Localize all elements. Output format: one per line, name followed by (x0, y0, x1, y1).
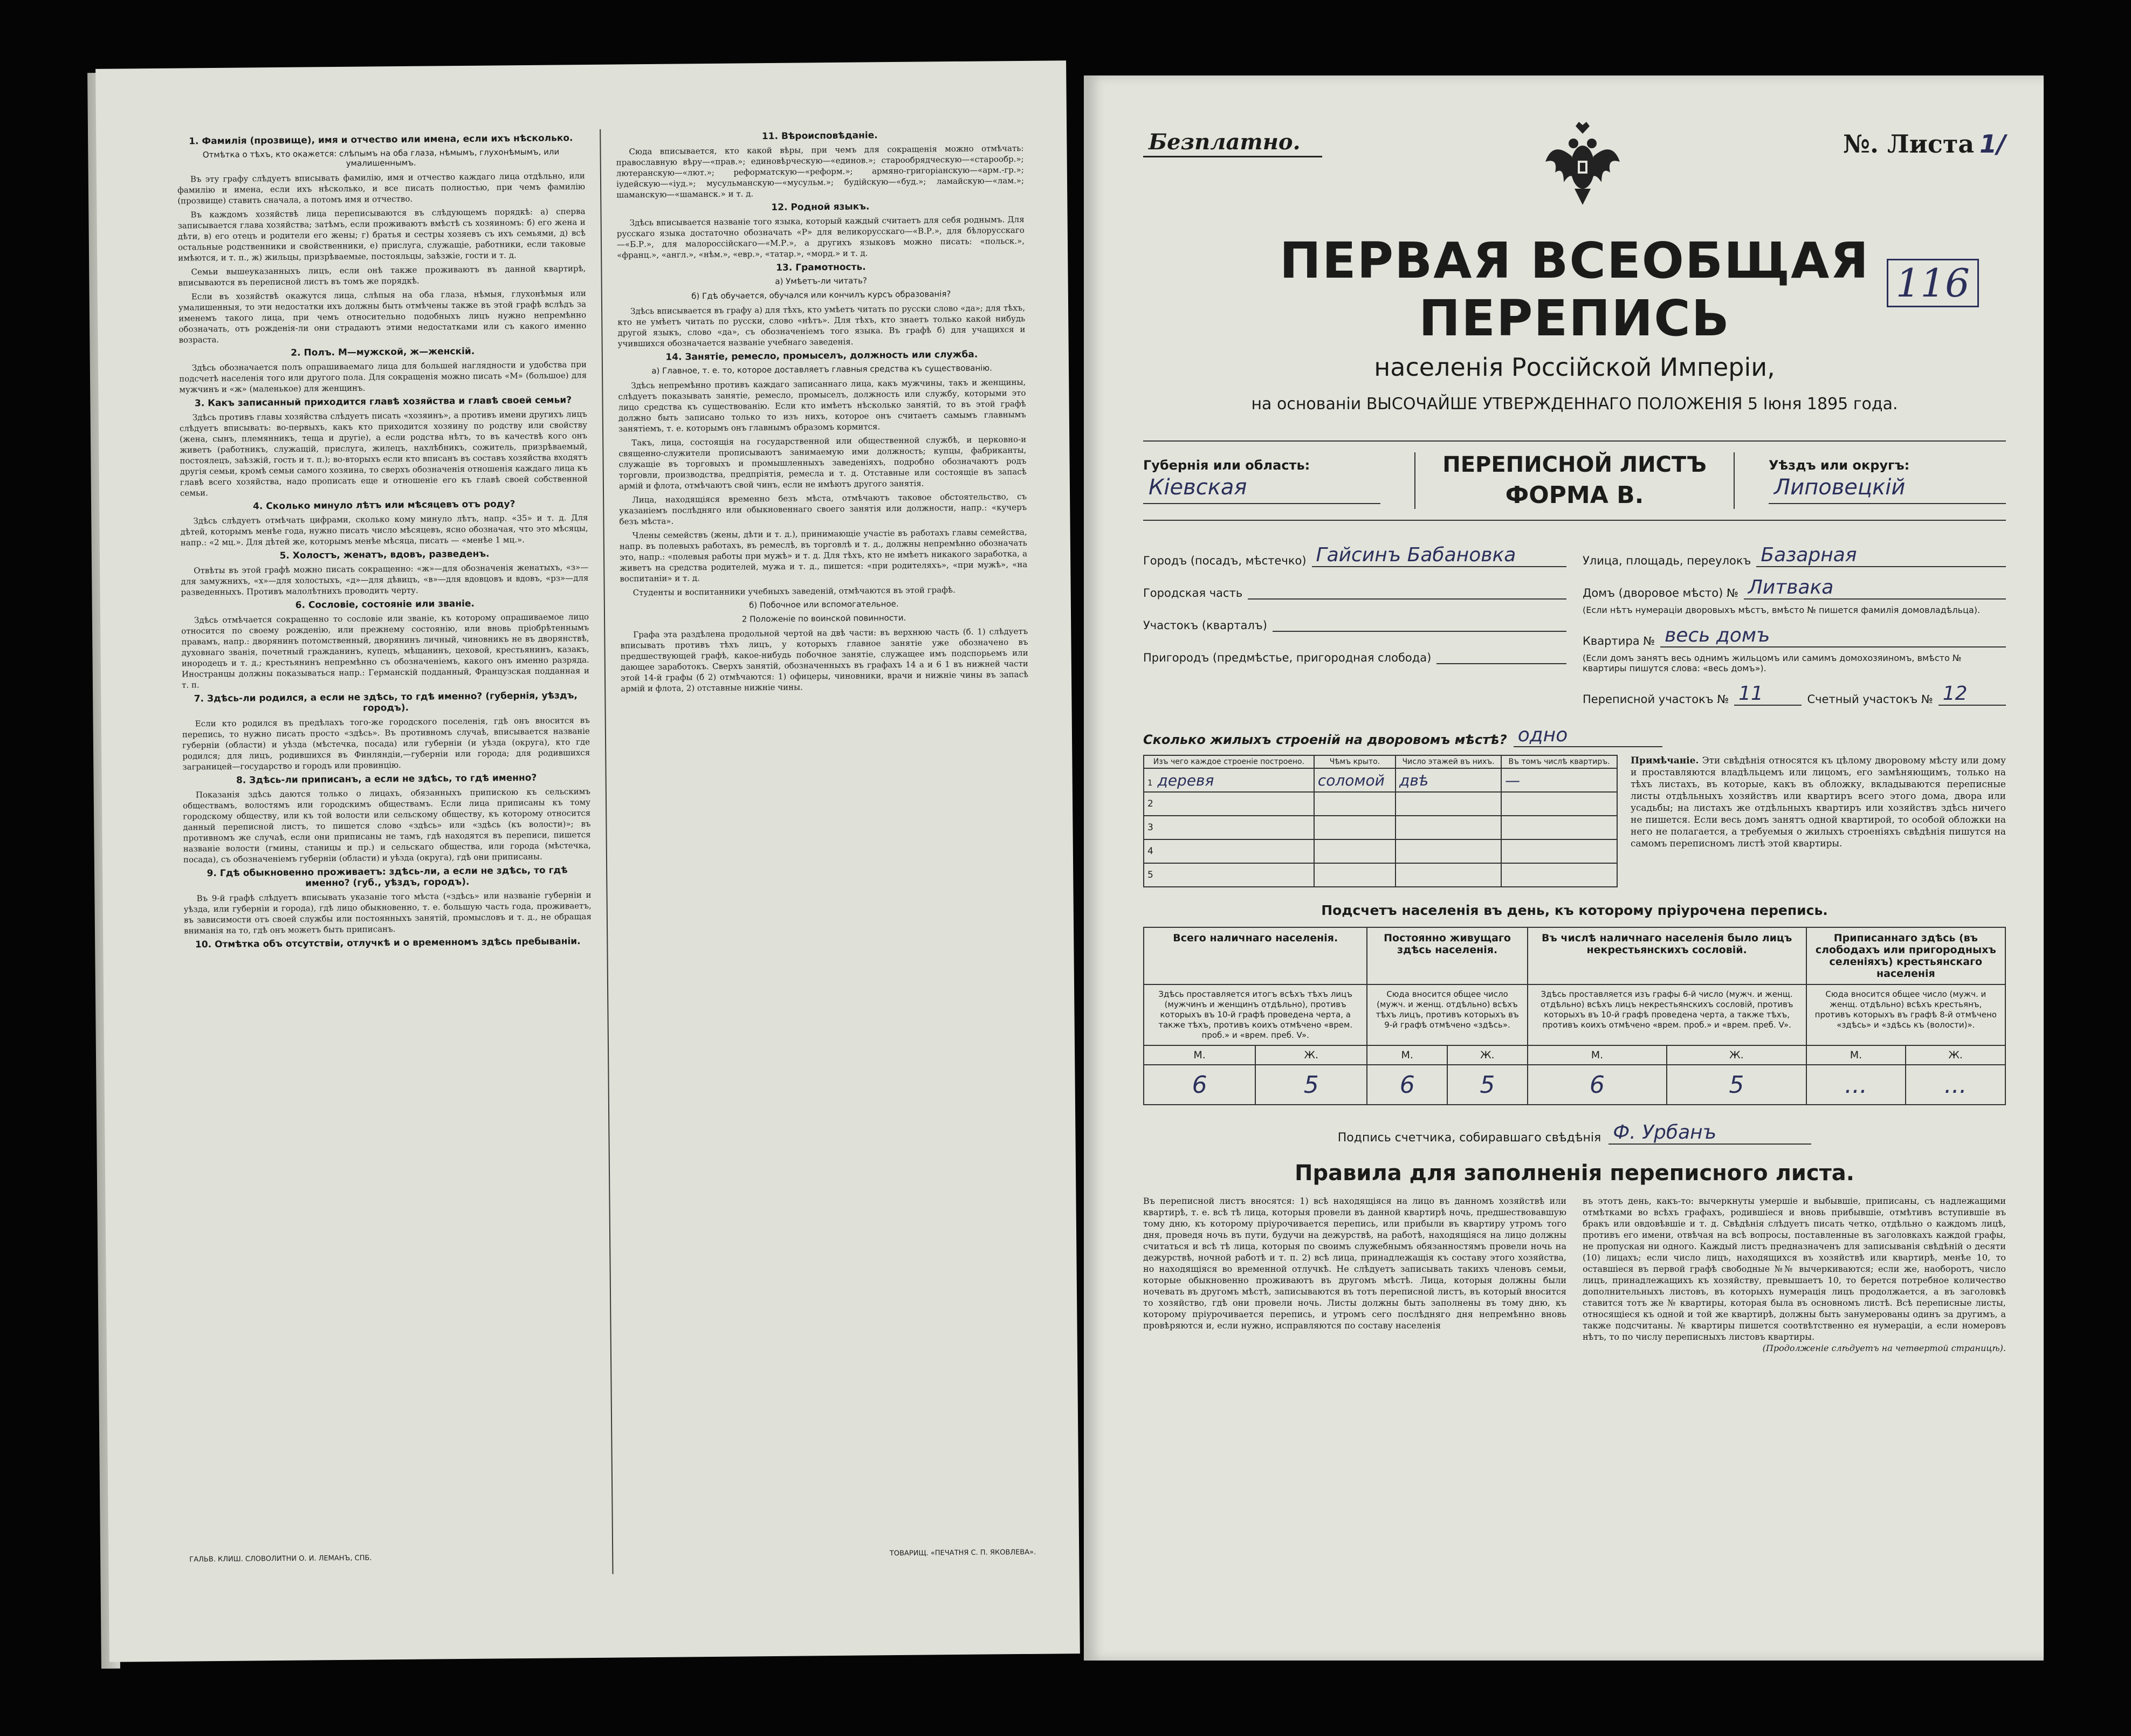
paragraph: Семьи вышеуказанныхъ лицъ, если онѣ также проживаютъ въ данной квартирѣ, вписываются въ переписной листъ въ томъ же порядкѣ. (178, 263, 586, 288)
column-header: Въ числѣ наличнаго населенія было лицъ некрестьянскихъ сословій. (1528, 927, 1806, 984)
column-header: Постоянно живущаго здѣсь населенія. (1367, 927, 1527, 984)
table-row (1144, 792, 1617, 816)
column-description: Здѣсь проставляется итогъ всѣхъ тѣхъ лицъ (мужчинъ и женщинъ отдѣльно), противъ которыхъ въ 10-й графѣ проведена черта, а также тѣхъ, противъ коихъ отмѣчено «врем. проб.» и «врем. преб. V». (1144, 984, 1367, 1045)
count-cell[interactable]: 5 (1255, 1065, 1367, 1105)
paragraph: Студенты и воспитанники учебныхъ заведеній, отмѣчаются въ этой графѣ. (633, 585, 955, 598)
count-district-field[interactable]: 12 (1938, 683, 2006, 706)
apartment-label: Квартира № (1583, 635, 1655, 647)
apts-cell[interactable]: — (1501, 768, 1617, 792)
column-header: Изъ чего каждое строеніе построено. (1144, 755, 1314, 768)
enumerator-signature (1143, 1121, 2006, 1145)
note-text: Эти свѣдѣнія относятся къ цѣлому дворовому мѣсту или дому и проставляются владѣльцемъ или лицомъ, его замѣняющимъ, только на тѣхъ листахъ, въ которые, какъ въ обложку, вкладываются переписные листы отдѣльныхъ хозяйствъ или квартиръ всего этого дома, двора или усадьбы; на листахъ же отдѣльныхъ квартиръ или хозяйствъ здѣсь ничего не пишется. Если весь домъ занятъ одной квартирой, то особой обложки на него не полагается, а требуемыя о жилыхъ строеніяхъ свѣдѣнія пишутся на самомъ переписномъ листѣ этой квартиры. (1631, 755, 2006, 849)
table-row (1144, 863, 1617, 887)
uchastok-field[interactable] (1273, 609, 1566, 632)
guberniya-label: Губернія или область: (1143, 457, 1310, 473)
instruction-column-2 (616, 126, 1036, 1574)
section-subtitle: б) Гдѣ обучается, обучался или кончилъ курсъ образованія? (691, 289, 951, 301)
section-title: 13. Грамотность. (776, 261, 866, 273)
house-field[interactable]: Литвака (1744, 576, 2006, 600)
male-header: М. (1367, 1045, 1447, 1065)
roof-cell[interactable] (1314, 839, 1396, 863)
street-field[interactable]: Базарная (1756, 544, 2006, 567)
paragraph: Въ каждомъ хозяйствѣ лица переписываются въ слѣдующемъ порядкѣ: а) сперва записывается глава хозяйства; затѣмъ, если проживаютъ вмѣстѣ съ хозяиномъ: б) его жена и дѣти, в) его отецъ и родители его жены; г) братья и сестры хозяевъ съ ихъ семьями, д) всѣ остальные родственники и свойственники, е) прислуга, служащіе, работники, если таковые имѣются, и т. п., ж) жильцы, призрѣваемые, постояльцы, заѣзжіе, гости и т. д. (177, 206, 586, 263)
census-form-page (1084, 75, 2044, 1661)
paragraph: Лица, находящіяся временно безъ мѣста, отмѣчаютъ таковое обстоятельство, съ указаніемъ послѣдняго или обыкновеннаго своего занятія или должности, напр.: «кучеръ безъ мѣста». (619, 491, 1027, 527)
column-header: Число этажей въ нихъ. (1396, 755, 1501, 768)
instruction-columns (177, 126, 1036, 1578)
material-cell[interactable]: 2 (1144, 792, 1314, 816)
census-district-label: Переписной участокъ № (1583, 693, 1729, 706)
paragraph: Графа эта раздѣлена продольной чертой на двѣ части: въ верхнюю часть (б. 1) слѣдуетъ вписывать противъ тѣхъ лицъ, у которыхъ главное занятіе уже обозначено въ предшествующей графѣ, какое-нибудь побочное занятіе, служащее имъ подспорьемъ или дающее заработокъ. Сверхъ занятій, обозначенныхъ въ графахъ 14 а и 6 1 въ нижней части этой 14-й графы (б 2) отмѣчаются: 1) офицеры, чиновники, врачи и нижніе чины въ запасѣ армій и флота, 2) отставные нижніе чины. (620, 626, 1029, 694)
address-section (1143, 535, 2006, 713)
section-title: 8. Здѣсь-ли приписанъ, а если не здѣсь, то гдѣ именно? (236, 772, 537, 786)
paragraph: Здѣсь обозначается полъ опрашиваемаго лица для большей наглядности и удобства при подсчетѣ населенія того или другого пола. Для сокращенія можно писать «М» (большое) для мужчинъ и «ж» (маленькое) для женщинъ. (179, 359, 587, 395)
paragraph: Въ 9-й графѣ слѣдуетъ вписывать указаніе того мѣста («здѣсь» или названіе губерніи и уѣзда, или губерніи и города), гдѣ лицо обыкновенно, т. е. большую часть года, проживаетъ, въ зависимости отъ своей службы или постоянныхъ занятій, промысловъ и т. д., не обращая вниманія на то, гдѣ онъ можетъ быть приписанъ. (183, 890, 592, 936)
table-row (1144, 839, 1617, 863)
signature-label: Подпись счетчика, собиравшаго свѣдѣнія (1337, 1131, 1601, 1145)
paragraph: Здѣсь отмѣчается сокращенно то сословіе или званіе, къ которому опрашиваемое лицо относится по своему рожденію, или прежнему состоянію, или вновь пріобрѣтеннымъ правамъ, напр.: дворянинъ потомственный, дворянинъ личный, чиновникъ не въ дворянствѣ, духовнаго званія, почетный гражданинъ, купецъ, мѣщанинъ, цеховой, крестьянинъ, казакъ, инородецъ и т. д.; крестьянинъ непремѣнно съ обозначеніемъ, какого онъ именно разряда. Иностранцы должны показываться напр.: Германскій подданный, Французская подданная и т. п. (181, 611, 589, 690)
section-subtitle: а) Главное, т. е. то, которое доставляетъ главныя средства къ существованію. (651, 363, 992, 376)
female-header: Ж. (1255, 1045, 1367, 1065)
signature-field[interactable]: Ф. Урбанъ (1608, 1121, 1811, 1145)
count-cell[interactable]: 6 (1367, 1065, 1447, 1105)
uezd-block (1769, 458, 2006, 504)
count-cell[interactable]: 6 (1528, 1065, 1667, 1105)
table-row (1144, 816, 1617, 839)
paragraph: Здѣсь слѣдуетъ отмѣчать цифрами, сколько кому минуло лѣтъ, напр. «35» и т. д. Для дѣтей, которымъ менѣе года, нужно писать число мѣсяцевъ, ясно обозначая, что это мѣсяцы, напр.: «2 мц.». Для дѣтей же, которымъ менѣе мѣсяца, писать — «менѣе 1 мц.». (180, 512, 588, 548)
part-label: Городская часть (1143, 587, 1243, 600)
page-title: ПЕРВАЯ ВСЕОБЩАЯ ПЕРЕПИСЬ (1279, 232, 1870, 347)
buildings-field[interactable]: одно (1514, 724, 1662, 747)
uezd-label: Уѣздъ или округъ: (1769, 457, 1910, 473)
female-header: Ж. (1906, 1045, 2005, 1065)
material-cell[interactable]: 4 (1144, 839, 1314, 863)
column-header: Чѣмъ крыто. (1314, 755, 1396, 768)
uchastok-label: Участокъ (кварталъ) (1143, 619, 1267, 632)
printer-mark: ТОВАРИЩ. «ПЕЧАТНЯ С. П. ЯКОВЛЕВА». (889, 1548, 1036, 1558)
section-subtitle: 2 Положеніе по воинской повинности. (741, 612, 906, 624)
material-cell[interactable]: 3 (1144, 816, 1314, 839)
house-note: (Если нѣтъ нумераціи дворовыхъ мѣстъ, вмѣсто № пишется фамилія домовладѣльца). (1583, 605, 1981, 615)
floors-cell[interactable] (1396, 816, 1501, 839)
column-header: Всего наличнаго населенія. (1144, 927, 1367, 984)
count-cell[interactable]: ... (1806, 1065, 1906, 1105)
apts-cell[interactable] (1501, 863, 1617, 887)
male-header: М. (1144, 1045, 1255, 1065)
form-code: ФОРМА В. (1505, 481, 1644, 509)
guberniya-field[interactable]: Кіевская (1143, 473, 1380, 504)
roof-cell[interactable]: соломой (1314, 768, 1396, 792)
count-district-label: Счетный участокъ № (1807, 693, 1933, 706)
handwritten-sheet-number: 116 (1887, 259, 1979, 307)
instruction-column-1 (177, 129, 597, 1577)
uezd-field[interactable]: Липовецкій (1769, 473, 2006, 504)
buildings-note (1631, 755, 2006, 887)
column-divider (600, 129, 613, 1574)
floors-cell[interactable] (1396, 839, 1501, 863)
form-type (1414, 452, 1735, 509)
female-header: Ж. (1667, 1045, 1806, 1065)
floors-cell[interactable] (1396, 863, 1501, 887)
section-title: 12. Родной языкъ. (771, 201, 870, 213)
page-subtitle: населенія Россійской Имперіи, (1374, 353, 1775, 382)
paragraph: Здѣсь непремѣнно противъ каждаго записаннаго лица, какъ мужчины, такъ и женщины, слѣдуетъ показывать занятіе, ремесло, промыселъ, должность или службу, которыми это лицо средства къ существованію. Если кто имѣетъ нѣсколько занятій, то въ этой графѣ должно быть записано только то изъ нихъ, которое онъ считаетъ самымъ главнымъ занятіемъ, т. е. которымъ онъ главнымъ образомъ кормится. (618, 377, 1026, 434)
section-title: 1. Фамилія (прозвище), имя и отчество или имена, если ихъ нѣсколько. (189, 133, 573, 147)
apts-cell[interactable] (1501, 792, 1617, 816)
part-field[interactable] (1248, 577, 1566, 600)
note-title: Примѣчаніе. (1631, 755, 1699, 766)
guberniya-block (1143, 458, 1380, 504)
rules-column-2 (1583, 1195, 2006, 1354)
section-title: 6. Сословіе, состояніе или званіе. (295, 598, 475, 611)
roof-cell[interactable] (1314, 863, 1396, 887)
paragraph: Отвѣты въ этой графѣ можно писать сокращенно: «ж»—для обозначенія женатыхъ, «з»—для замужнихъ, «х»—для холостыхъ, «д»—для дѣвицъ, «в»—для вдовцовъ и вдовъ, «рз»—для разведенныхъ. Противъ малолѣтнихъ проводить черту. (181, 562, 589, 597)
section-title: 3. Какъ записанный приходится главѣ хозяйства и главѣ своей семьи? (194, 395, 572, 409)
paragraph: Показанія здѣсь даются только о лицахъ, обязанныхъ припискою къ сельскимъ обществамъ, волостямъ или городскимъ обществамъ. Если лица приписаны къ тому городскому обществу, или къ той волости или сельскому обществу, къ которому относится данный переписной листъ, то пишется слово «здѣсь» или «здѣсь (къ волости)»; въ противномъ же случаѣ, если они приписаны не тамъ, гдѣ находятся въ переписи, пишется названіе волости (гмины, станицы и пр.) и сельскаго общества, или города (мѣстечка, посада), съ обозначеніемъ губерніи (области) и уѣзда (округа), гдѣ они приписаны. (182, 786, 591, 865)
sheet-number (1843, 129, 2006, 159)
city-label: Городъ (посадъ, мѣстечко) (1143, 554, 1307, 567)
paragraph: Здѣсь противъ главы хозяйства слѣдуетъ писать «хозяинъ», а противъ имени другихъ лицъ слѣдуетъ вписывать: во-первыхъ, какъ кто приходится хозяину по родству или свойству (жена, сынъ, племянникъ, теща и другіе), а если родства нѣтъ, то въ качествѣ кого онъ живетъ (работникъ, служащій, прислуга, жилецъ, нахлѣбникъ, сожитель, призрѣваемый, постоялецъ, заѣзжій, гость и т. п.); во-вторыхъ если кто вписанъ въ составъ хозяйства входятъ другія семьи, кромѣ семьи самого хозяина, то сверхъ обозначенія отношенія каждаго лица къ главѣ всего хозяйства, надо прописать еще и отношеніе его къ главѣ своей собственной семьи. (179, 409, 588, 498)
column-header: Въ томъ числѣ квартиръ. (1501, 755, 1617, 768)
house-label: Домъ (дворовое мѣсто) № (1583, 587, 1738, 600)
section-title: 5. Холостъ, женатъ, вдовъ, разведенъ. (279, 548, 490, 561)
population-count-title: Подсчетъ населенія въ день, къ которому пріурочена перепись. (1321, 903, 1828, 918)
prigorod-field[interactable] (1436, 642, 1566, 664)
form-name: ПЕРЕПИСНОЙ ЛИСТЪ (1442, 452, 1707, 477)
buildings-question (1143, 724, 2006, 747)
column-description: Сюда вносится общее число (мужч. и женщ. отдѣльно) всѣхъ тѣхъ лицъ, противъ которыхъ въ 9-й графѣ отмѣчено «здѣсь». (1367, 984, 1527, 1045)
buildings-label: Сколько жилыхъ строеній на дворовомъ мѣстѣ? (1143, 732, 1507, 747)
apts-cell[interactable] (1501, 816, 1617, 839)
paragraph: Здѣсь вписывается въ графу а) для тѣхъ, кто умѣетъ читать по русски слово «да»; для тѣхъ, кто не умѣетъ читать по русски, слово «нѣтъ». Для тѣхъ, кто знаетъ только какой нибудь другой языкъ, слово «да», съ обозначеніемъ того языка. Въ графѣ б) для учащихся и учившихся обозначается названіе учебнаго заведенія. (617, 302, 1026, 349)
column-description: Здѣсь проставляется изъ графы 6-й число (мужч. и женщ. отдѣльно) всѣхъ лицъ некрестьянскихъ сословій, противъ которыхъ въ 10-й графѣ проведена черта, а также тѣхъ, противъ коихъ отмѣчено «врем. проб.» и «врем. преб. V». (1528, 984, 1806, 1045)
rules-text: въ этотъ день, какъ-то: вычеркнуты умершіе и выбывшіе, приписаны, съ надлежащими отмѣтками во всѣхъ графахъ, родившіеся и вновь прибывшіе, отмѣтивъ вступившіе въ бракъ или овдовѣвшіе и т. д. Свѣдѣнія слѣдуетъ писать четко, отдѣльно о каждомъ лицѣ, противъ его имени, отвѣчая на всѣ вопросы, поставленные въ заголовкахъ каждой графы, не пропуская ни одного. Каждый листъ предназначенъ для записыванія свѣдѣній о десяти (10) лицахъ; если число лицъ, находящихся въ хозяйствѣ или квартирѣ, менѣе 10, то оставшіеся въ первой графѣ свободные №№ вычеркиваются; если же, наоборотъ, число лицъ, принадлежащихъ къ хозяйству, превышаетъ 10, то берется потребное количество дополнительныхъ листовъ, въ которыхъ нумерація лицъ продолжается, а въ заголовкѣ ставится тотъ же № квартиры, которая была въ основномъ листѣ. Всѣ переписные листы, относящіеся къ одной и той же квартирѣ, должны быть занумерованы одинъ за другимъ, а также подсчитаны. № квартиры пишется соотвѣтственно ея нумераціи, а если номеровъ нѣтъ, то по числу переписныхъ листовъ квартиры. (1583, 1196, 2006, 1342)
female-header: Ж. (1447, 1045, 1528, 1065)
form-header (1143, 119, 2006, 216)
buildings-table (1143, 755, 1618, 887)
rules-section (1143, 1195, 2006, 1354)
section-title: 9. Гдѣ обыкновенно проживаетъ: здѣсь-ли, а если не здѣсь, то гдѣ именно? (губ., уѣздъ, городъ). (207, 865, 568, 889)
apartment-field[interactable]: весь домъ (1660, 624, 2006, 647)
roof-cell[interactable] (1314, 816, 1396, 839)
sheet-number-value: 1/ (1979, 129, 2006, 159)
male-header: М. (1528, 1045, 1667, 1065)
form-identification (1143, 440, 2006, 521)
material-cell[interactable]: 1 деревя (1144, 768, 1314, 792)
section-title: 10. Отмѣтка объ отсутствіи, отлучкѣ и о временномъ здѣсь пребываніи. (195, 936, 581, 950)
section-subtitle: а) Умѣетъ-ли читать? (775, 275, 867, 286)
table-row (1144, 768, 1617, 792)
sheet-number-label: №. Листа (1843, 129, 1975, 159)
instructions-page (95, 60, 1080, 1662)
free-label: Безплатно. (1143, 129, 1322, 157)
rules-title: Правила для заполненія переписного листа. (1295, 1161, 1854, 1186)
paragraph: Члены семействъ (жены, дѣти и т. д.), принимающіе участіе въ работахъ главы семейства, напр. въ полевыхъ работахъ, въ ремеслѣ, въ торговлѣ и т. д., должны непремѣнно обозначать это, напр.: «полевыя работы при мужѣ» и т. д. Для тѣхъ, кто не имѣетъ никакого заработка, а живетъ на средства родителей, мужа и т. д., пишется: «при родителяхъ», «при мужѣ», «на воспитаніи» и т. д. (619, 527, 1028, 584)
floors-cell[interactable]: двѣ (1396, 768, 1501, 792)
paragraph: Такъ, лица, состоящія на государственной или общественной службѣ, и церковно-и священно-служители прописываютъ занимаемую ими должность; купцы, фабриканты, служащіе въ торговыхъ и промышленныхъ заведеніяхъ, подробно обозначаютъ родъ торговли, производства, предпріятія, ремесла и т. д. Отставные или состоящіе въ запасѣ армій и флота, отмѣчаютъ свой чинъ, если не имѣютъ другого занятія. (618, 434, 1027, 491)
floors-cell[interactable] (1396, 792, 1501, 816)
paragraph: Если въ хозяйствѣ окажутся лица, слѣпыя на оба глаза, нѣмыя, глухонѣмыя или умалишенныя, то эти недостатки ихъ должны быть отмѣчены также въ этой графѣ вслѣдъ за именемъ такого лица, при чемъ относительно подобныхъ лицъ нужно непремѣнно обозначать, отъ рожденія-ли они страдаютъ этими недостатками или съ какого именно возраста. (178, 288, 587, 345)
rules-column-1: Въ переписной листъ вносятся: 1) всѣ находящіяся на лицо въ данномъ хозяйствѣ или квартирѣ, т. е. всѣ тѣ лица, которыя провели въ данной квартирѣ ночь, предшествовавшую тому дню, къ которому пріурочивается перепись, или прибыли въ квартиру утромъ того дня, проведя ночь въ пути, будучи на дежурствѣ, на работѣ, находящіяся на лицо должны считаться и всѣ тѣ лица, которыя по своимъ служебнымъ обязанностямъ провели ночь на дежурствѣ, ночной работѣ и т. п. 2) всѣ лица, принадлежащія къ составу этого хозяйства, но находящіяся во временной отлучкѣ. Не слѣдуетъ записывать такихъ членовъ семьи, которые обыкновенно проживаютъ въ другомъ мѣстѣ. Лица, которыя должны были ночевать въ другомъ мѣстѣ, записываются въ тотъ переписной листъ, въ который вносится то хозяйство, гдѣ они провели ночь. Листы должны быть заполнены въ тому дню, къ которому пріурочивается перепись, и утромъ сего послѣдняго дня непремѣнно вновь провѣряются и, если нужно, исправляются по составу населенія (1143, 1196, 1566, 1331)
count-cell[interactable]: ... (1906, 1065, 2005, 1105)
continued-note: (Продолженіе слѣдуетъ на четвертой страницѣ). (1762, 1343, 2006, 1353)
apts-cell[interactable] (1501, 839, 1617, 863)
double-headed-eagle-icon (1542, 119, 1623, 210)
roof-cell[interactable] (1314, 792, 1396, 816)
address-left (1143, 535, 1566, 713)
buildings-section (1143, 755, 2006, 887)
count-cell[interactable]: 5 (1667, 1065, 1806, 1105)
address-right (1583, 535, 2006, 713)
section-title: 4. Сколько минуло лѣтъ или мѣсяцевъ отъ роду? (252, 499, 515, 512)
population-count-table (1143, 927, 2006, 1105)
printer-mark: ГАЛЬВ. КЛИШ. СЛОВОЛИТНИ О. И. ЛЕМАНЪ, СПБ. (189, 1554, 372, 1564)
material-cell[interactable]: 5 (1144, 863, 1314, 887)
census-district-field[interactable]: 11 (1734, 683, 1802, 706)
paragraph: Здѣсь вписывается названіе того языка, который каждый считаетъ для себя роднымъ. Для русскаго языка достаточно обозначать «Р» для великорусскаго—«В.Р.», для бѣлорусскаго—«Б.Р.», для малороссійскаго—«М.Р.», а другихъ языковъ можно писать: «польск.», «франц.», «англ.», «нѣм.», «евр.», «татар.», «морд.» и т. д. (616, 214, 1025, 260)
section-title: 7. Здѣсь-ли родился, а если не здѣсь, то гдѣ именно? (губернія, уѣздъ, городъ). (194, 690, 578, 714)
section-title: 14. Занятіе, ремесло, промыселъ, должность или служба. (665, 349, 978, 363)
column-header: Приписаннаго здѣсь (въ слободахъ или пригородныхъ селеніяхъ) крестьянскаго населенія (1806, 927, 2005, 984)
street-label: Улица, площадь, переулокъ (1583, 554, 1751, 567)
count-cell[interactable]: 6 (1144, 1065, 1255, 1105)
column-description: Сюда вносится общее число (мужч. и женщ. отдѣльно) всѣхъ крестьянъ, противъ которыхъ въ графѣ 8-й отмѣчено «здѣсь» и «здѣсь къ (волости)». (1806, 984, 2005, 1045)
city-field[interactable]: Гайсинъ Бабановка (1312, 544, 1566, 567)
paragraph: Сюда вписывается, кто какой вѣры, при чемъ для сокращенія можно отмѣчать: православную вѣру—«прав.»; единовѣрческую—«единов.»; старообрядческую—«старообр.»; лютеранскую—«лют.»; реформатскую—«реформ.»; армяно-григоріанскую—«арм.-гр.»; іудейскую—«іуд.»; мусульманскую—«мусульм.»; будійскую—«буд.»; ламайскую—«лам.»; шаманскую—«шаманск.» и т. д. (616, 143, 1025, 200)
paragraph: Если кто родился въ предѣлахъ того-же городского поселенія, гдѣ онъ вносится въ перепись, то нужно писать просто «здѣсь». Въ противномъ случаѣ, вписывается названіе губерніи (области) и уѣзда (мѣстечка, посада) или губерніи (и уѣзда (округа), кто где родился; для лицъ, родившихся въ Финляндіи,—губерніи или города; для родившихся заграницей—государство и городъ или провинцію. (182, 715, 590, 772)
section-title: 11. Вѣроисповѣданіе. (761, 130, 878, 142)
apartment-note: (Если домъ занятъ весь однимъ жильцомъ или самимъ домохозяиномъ, вмѣсто № квартиры пишутся слова: «весь домъ»). (1583, 653, 1962, 673)
section-subtitle: б) Побочное или вспомогательное. (749, 598, 899, 610)
legal-basis: на основаніи ВЫСОЧАЙШЕ УТВЕРЖДЕННАГО ПОЛОЖЕНІЯ 5 Іюня 1895 года. (1251, 395, 1898, 414)
count-cell[interactable]: 5 (1447, 1065, 1528, 1105)
male-header: М. (1806, 1045, 1906, 1065)
prigorod-label: Пригородъ (предмѣстье, пригородная слобода) (1143, 651, 1432, 664)
paragraph: Въ эту графу слѣдуетъ вписывать фамилію, имя и отчество каждаго лица отдѣльно, или фамилію и имена, если ихъ нѣсколько, и все писать полностью, при чемъ фамилію (прозвище) ставить сначала, а потомъ имя и отчество. (177, 170, 586, 206)
section-title: 2. Полъ. М—мужской, ж—женскій. (291, 346, 475, 359)
section-subtitle: Отмѣтка о тѣхъ, кто окажется: слѣпымъ на оба глаза, нѣмымъ, глухонѣмымъ, или умалишеннымъ. (202, 147, 560, 168)
